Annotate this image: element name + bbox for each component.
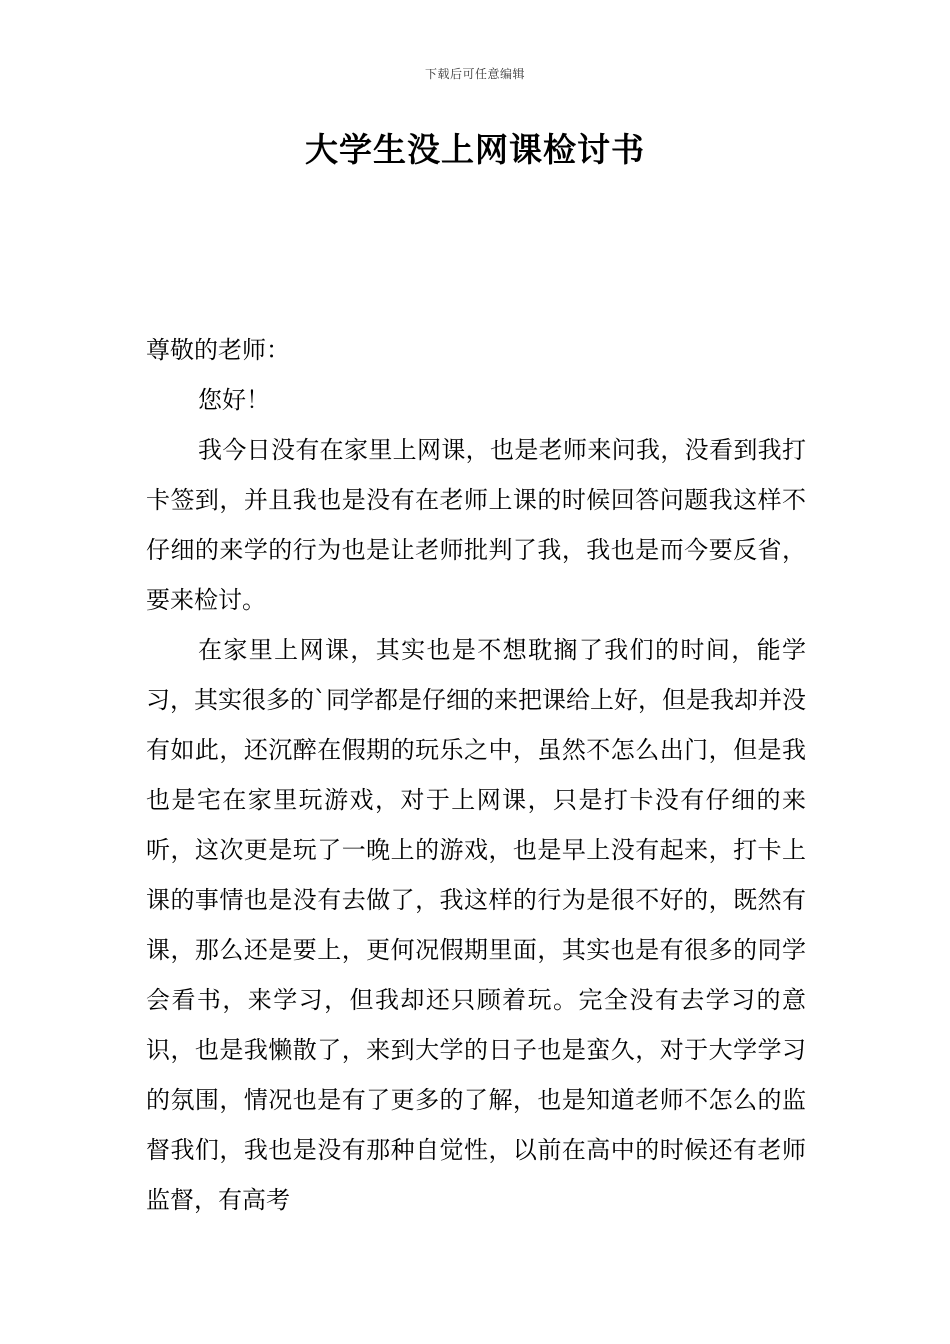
document-body [146, 325, 806, 1225]
paragraph-2: 在家里上网课，其实也是不想耽搁了我们的时间，能学习，其实很多的`同学都是仔细的来把课给上好，但是我却并没有如此，还沉醉在假期的玩乐之中，虽然不怎么出门，但是我也是宅在家里玩游戏，对于上网课，只是打卡没有仔细的来听，这次更是玩了一晚上的游戏，也是早上没有起来，打卡上课的事情也是没有去做了，我这样的行为是很不好的，既然有课，那么还是要上，更何况假期里面，其实也是有很多的同学会看书，来学习，但我却还只顾着玩。完全没有去学习的意识，也是我懒散了，来到大学的日子也是蛮久，对于大学学习的氛围，情况也是有了更多的了解，也是知道老师不怎么的监督我们，我也是没有那种自觉性，以前在高中的时候还有老师监督，有高考 [146, 636, 806, 1214]
document-title: 大学生没上网课检讨书 [305, 130, 645, 169]
paragraph-1: 我今日没有在家里上网课，也是老师来问我，没看到我打卡签到，并且我也是没有在老师上课的时候回答问题我这样不仔细的来学的行为也是让老师批判了我，我也是而今要反省，要来检讨。 [146, 436, 806, 614]
greeting: 您好！ [198, 386, 270, 414]
header-note: 下载后可任意编辑 [424, 67, 525, 81]
salutation: 尊敬的老师： [146, 336, 290, 364]
